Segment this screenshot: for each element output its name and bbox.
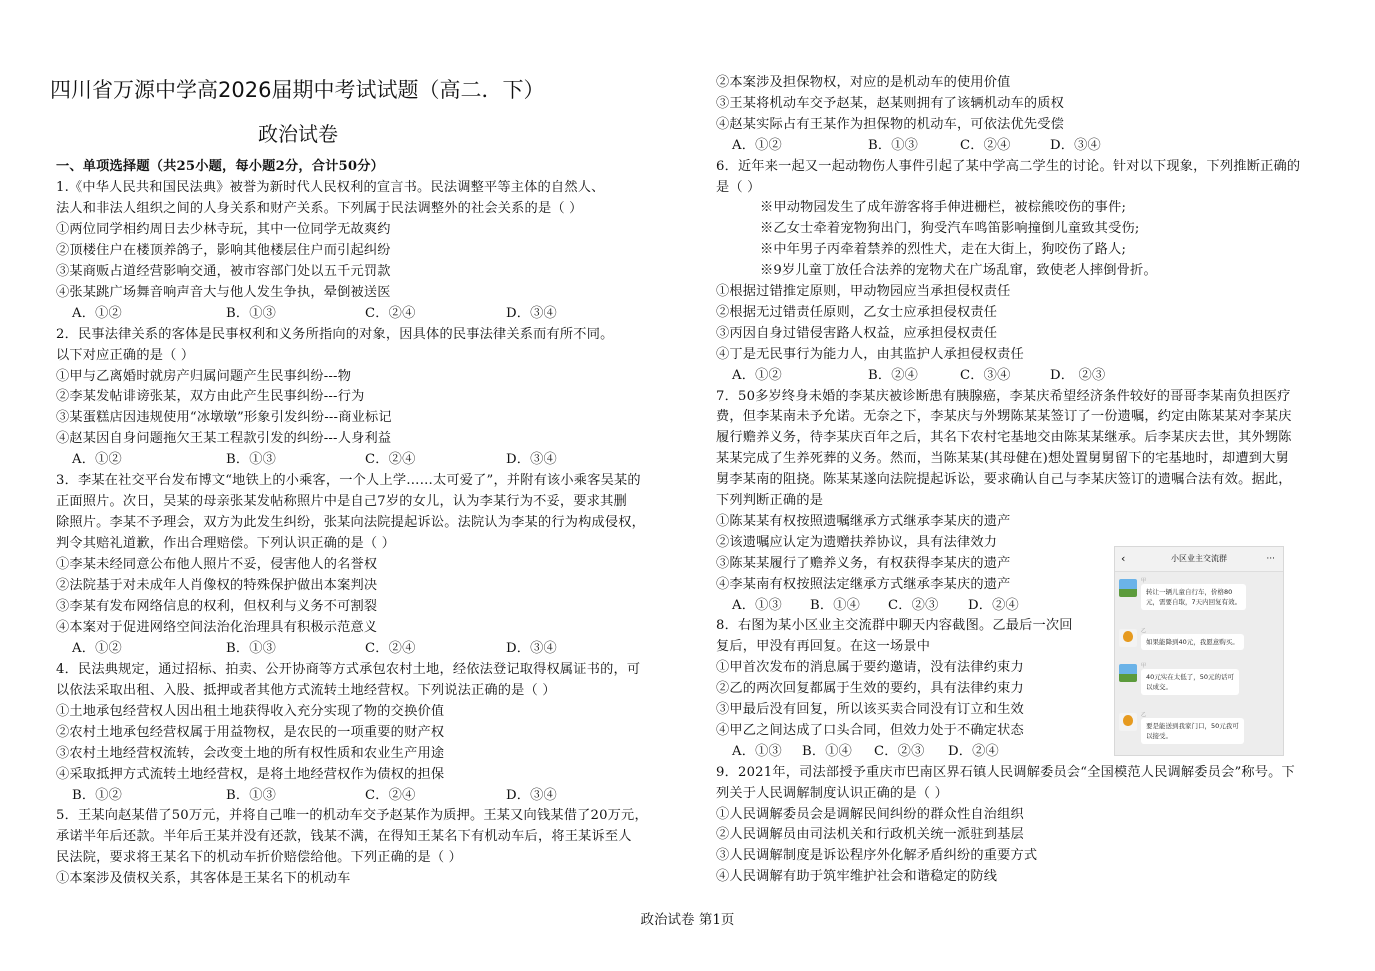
chat-header bbox=[1115, 547, 1283, 572]
message-line: 40元实在太低了，50元的话可 bbox=[1146, 673, 1235, 681]
balloon-icon bbox=[1123, 715, 1133, 726]
text-line: ③某商贩占道经营影响交通，被市容部门处以五千元罚款 bbox=[56, 263, 391, 279]
back-icon: ‹ bbox=[1121, 552, 1126, 565]
avatar bbox=[1119, 579, 1137, 597]
answer-option: D．③④ bbox=[1050, 137, 1101, 153]
answer-option: A．①② bbox=[72, 452, 122, 468]
answer-option: B．①③ bbox=[226, 305, 277, 321]
text-line: 复后，甲没有再回复。在这一场景中 bbox=[716, 639, 931, 655]
answer-option: B．①② bbox=[72, 787, 123, 803]
answer-option: A．①② bbox=[732, 137, 782, 153]
answer-option: C．②④ bbox=[365, 787, 416, 803]
text-line: ③某蛋糕店因违规使用“冰墩墩”形象引发纠纷---商业标记 bbox=[56, 410, 392, 426]
text-line: 正面照片。次日，吴某的母亲张某发帖称照片中是自己7岁的女儿，认为李某行为不妥，要求其删 bbox=[56, 494, 627, 510]
message-bubble bbox=[1141, 718, 1244, 744]
text-line: ②法院基于对未成年人肖像权的特殊保护做出本案判决 bbox=[56, 578, 378, 593]
chat-title: 小区业主交流群 bbox=[1171, 554, 1227, 563]
text-line: 除照片。李某不予理会，双方为此发生纠纷，张某向法院提起诉讼。法院认为李某的行为构成侵权， bbox=[56, 515, 646, 531]
text-line: ①李某未经同意公布他人照片不妥，侵害他人的名誉权 bbox=[56, 557, 378, 573]
answer-option: A．①② bbox=[72, 640, 122, 656]
question-text: 9．2021年，司法部授予重庆市巴南区界石镇人民调解委员会“全国模范人民调解委员会”称号。下 bbox=[716, 764, 1295, 780]
text-line: ※甲动物园发生了成年游客将手伸进栅栏，被棕熊咬伤的事件; bbox=[760, 200, 1127, 216]
answer-option: B．①④ bbox=[810, 597, 861, 613]
question-text: 5．王某向赵某借了50万元，并将自己唯一的机动车交予赵某作为质押。王某又向钱某借了20万元， bbox=[56, 808, 648, 824]
answer-option: B．①③ bbox=[226, 452, 277, 468]
text-line: ※中年男子丙牵着禁养的烈性犬，走在大街上，狗咬伤了路人; bbox=[760, 242, 1127, 258]
answer-option: C．②④ bbox=[365, 305, 416, 321]
text-line: ④赵某因自身问题拖欠王某工程款引发的纠纷---人身利益 bbox=[56, 431, 392, 447]
text-line: ②农村土地承包经营权属于用益物权，是农民的一项重要的财产权 bbox=[56, 724, 445, 740]
exam-title: 四川省万源中学高2026届期中考试试题（高二．下） bbox=[50, 78, 545, 102]
answer-option: C．②③ bbox=[874, 743, 925, 759]
text-line: ④人民调解有助于筑牢维护社会和谐稳定的防线 bbox=[716, 869, 998, 885]
text-line: ※9岁儿童丁放任合法养的宠物犬在广场乱窜，致使老人摔倒骨折。 bbox=[760, 263, 1157, 279]
text-line: 履行赡养义务，待李某庆百年之后，其名下农村宅基地交由陈某某继承。后李某庆去世，其外甥陈 bbox=[716, 430, 1292, 446]
text-line: ④赵某实际占有王某作为担保物的机动车，可依法优先受偿 bbox=[716, 116, 1065, 132]
question-text: 6．近年来一起又一起动物伤人事件引起了某中学高二学生的讨论。针对以下现象，下列推断正确的 bbox=[716, 158, 1301, 174]
answer-option: C．②④ bbox=[960, 137, 1011, 153]
text-line: ④李某南有权按照法定继承方式继承李某庆的遗产 bbox=[716, 576, 1011, 592]
message-line: 以接受。 bbox=[1146, 732, 1172, 740]
answer-option: A．①③ bbox=[732, 597, 782, 613]
text-line: ①陈某某有权按照遗嘱继承方式继承李某庆的遗产 bbox=[716, 513, 1011, 529]
text-line: 舅李某南的阻挠。陈某某遂向法院提起诉讼，要求确认自己与李某庆签订的遗嘱合法有效。据此， bbox=[716, 472, 1292, 488]
avatar bbox=[1119, 713, 1137, 731]
text-line: ②李某发帖诽谤张某，双方由此产生民事纠纷---行为 bbox=[56, 389, 365, 405]
text-line: ③李某有发布网络信息的权利，但权利与义务不可割裂 bbox=[56, 598, 378, 614]
answer-option: C．②③ bbox=[888, 597, 939, 613]
question-text: 7．50多岁终身未婚的李某庆被诊断患有胰腺癌，李某庆希望经济条件较好的哥哥李某南负担医疗 bbox=[716, 388, 1291, 404]
message-bubble bbox=[1141, 634, 1244, 650]
answer-option: A．①② bbox=[72, 305, 122, 321]
sender-name: 甲 bbox=[1141, 578, 1147, 584]
text-line: 列关于人民调解制度认识正确的是（ ） bbox=[716, 785, 948, 801]
text-line: ④甲乙之间达成了口头合同，但效力处于不确定状态 bbox=[716, 722, 1024, 738]
text-line: ②该遗嘱应认定为遗赠扶养协议，具有法律效力 bbox=[716, 534, 998, 550]
text-line: ④采取抵押方式流转土地经营权，是将土地经营权作为债权的担保 bbox=[56, 766, 445, 782]
answer-option: D．③④ bbox=[506, 452, 557, 468]
text-line: ②根据无过错责任原则，乙女士应承担侵权责任 bbox=[716, 304, 998, 320]
message-line: 如果能降到40元，我愿意购买。 bbox=[1146, 638, 1239, 646]
message-line: 以成交。 bbox=[1146, 683, 1172, 691]
text-line: 民法院，要求将王某名下的机动车折价赔偿给他。下列正确的是（ ） bbox=[56, 850, 463, 866]
message-line: 要是能送到我家门口，50元我可 bbox=[1146, 722, 1239, 730]
answer-option: D．③④ bbox=[506, 787, 557, 803]
text-line: ②乙的两次回复都属于生效的要约，具有法律约束力 bbox=[716, 681, 1024, 697]
text-line: ③陈某某履行了赡养义务，有权获得李某庆的遗产 bbox=[716, 555, 1011, 571]
text-line: ③甲最后没有回复，所以该买卖合同没有订立和生效 bbox=[716, 702, 1024, 717]
text-line: ①甲与乙离婚时就房产归属问题产生民事纠纷---物 bbox=[56, 368, 352, 384]
question-text: 8．右图为某小区业主交流群中聊天内容截图。乙最后一次回 bbox=[716, 618, 1073, 634]
chat-screenshot bbox=[1114, 546, 1284, 756]
text-line: ③王某将机动车交予赵某，赵某则拥有了该辆机动车的质权 bbox=[716, 95, 1065, 111]
question-text: 2．民事法律关系的客体是民事权利和义务所指向的对象，因具体的民事法律关系而有所不同。 bbox=[56, 326, 614, 342]
question-text: 3．李某在社交平台发布博文“地铁上的小乘客，一个人上学……太可爱了”，并附有该小乘客吴某的 bbox=[56, 473, 641, 489]
answer-option: D．②④ bbox=[968, 597, 1019, 613]
balloon-icon bbox=[1123, 631, 1133, 642]
message-bubble bbox=[1141, 669, 1239, 695]
text-line: ④张某跳广场舞音响声音大与他人发生争执，晕倒被送医 bbox=[56, 284, 391, 300]
answer-option: A．①③ bbox=[732, 743, 782, 759]
text-line: 费，但李某南未予允诺。无奈之下，李某庆与外甥陈某某签订了一份遗嘱，约定由陈某某对李某庆 bbox=[716, 409, 1292, 425]
avatar bbox=[1119, 664, 1137, 682]
text-line: 法人和非法人组织之间的人身关系和财产关系。下列属于民法调整外的社会关系的是（ ） bbox=[56, 200, 583, 216]
answer-option: B．①③ bbox=[226, 640, 277, 656]
text-line: ②顶楼住户在楼顶养鸽子，影响其他楼层住户而引起纠纷 bbox=[56, 242, 391, 258]
text-line: 以依法采取出租、入股、抵押或者其他方式流转土地经营权。下列说法正确的是（ ） bbox=[56, 682, 556, 698]
text-line: ①根据过错推定原则，甲动物园应当承担侵权责任 bbox=[716, 284, 1011, 299]
exam-subtitle: 政治试卷 bbox=[258, 122, 338, 146]
answer-option: B．②④ bbox=[868, 367, 919, 383]
more-icon: ··· bbox=[1266, 554, 1275, 564]
text-line: ④丁是无民事行为能力人，由其监护人承担侵权责任 bbox=[716, 346, 1024, 362]
message-line: 转让一辆儿童自行车，价格80 bbox=[1146, 588, 1233, 596]
answer-option: B．①④ bbox=[802, 743, 853, 759]
text-line: 承诺半年后还款。半年后王某并没有还款，钱某不满，在得知王某名下有机动车后，将王某诉至人 bbox=[56, 829, 632, 845]
avatar bbox=[1119, 629, 1137, 647]
text-line: ①甲首次发布的消息属于要约邀请，没有法律约束力 bbox=[716, 660, 1024, 676]
message-bubble bbox=[1141, 584, 1246, 610]
text-line: ①土地承包经营权人因出租土地获得收入充分实现了物的交换价值 bbox=[56, 703, 445, 719]
answer-option: B．①③ bbox=[868, 137, 919, 153]
answer-option: C．②④ bbox=[365, 452, 416, 468]
text-line: ①人民调解委员会是调解民间纠纷的群众性自治组织 bbox=[716, 806, 1024, 822]
text-line: ④本案对于促进网络空间法治化治理具有积极示范意义 bbox=[56, 619, 378, 635]
answer-option: A．①② bbox=[732, 367, 782, 383]
text-line: 判令其赔礼道歉，作出合理赔偿。下列认识正确的是（ ） bbox=[56, 536, 396, 552]
text-line: ※乙女士牵着宠物狗出门，狗受汽车鸣笛影响撞倒儿童致其受伤; bbox=[760, 221, 1140, 237]
text-line: 某某完成了生养死葬的义务。然而，当陈某某(其母健在)想处置舅舅留下的宅基地时，却遭到大舅 bbox=[716, 451, 1289, 467]
answer-option: D．③④ bbox=[506, 305, 557, 321]
text-line: ③农村土地经营权流转，会改变土地的所有权性质和农业生产用途 bbox=[56, 745, 445, 761]
text-line: ②本案涉及担保物权，对应的是机动车的使用价值 bbox=[716, 75, 1011, 90]
section-heading: 一、单项选择题（共25小题，每小题2分，合计50分） bbox=[56, 159, 385, 174]
question-text: 4．民法典规定，通过招标、拍卖、公开协商等方式承包农村土地，经依法登记取得权属证书的，可 bbox=[56, 661, 641, 677]
question-text: 1.《中华人民共和国民法典》被誉为新时代人民权利的宣言书。民法调整平等主体的自然人、 bbox=[56, 179, 605, 195]
text-line: 以下对应正确的是（ ） bbox=[56, 347, 195, 363]
text-line: ③丙因自身过错侵害路人权益，应承担侵权责任 bbox=[716, 325, 998, 341]
sender-name: 乙 bbox=[1141, 712, 1147, 718]
sender-name: 甲 bbox=[1141, 663, 1147, 669]
page-footer: 政治试卷 第1页 bbox=[640, 912, 735, 928]
sender-name: 乙 bbox=[1141, 628, 1147, 634]
message-line: 元，需要自取，7天内回复有效。 bbox=[1146, 598, 1242, 606]
answer-option: B．①③ bbox=[226, 787, 277, 803]
answer-option: D．②④ bbox=[948, 743, 999, 759]
answer-option: D．③④ bbox=[506, 640, 557, 656]
text-line: ①本案涉及债权关系，其客体是王某名下的机动车 bbox=[56, 871, 351, 887]
text-line: 下列判断正确的是 bbox=[716, 493, 824, 508]
answer-option: C．③④ bbox=[960, 367, 1011, 383]
text-line: ③人民调解制度是诉讼程序外化解矛盾纠纷的重要方式 bbox=[716, 848, 1038, 864]
text-line: ②人民调解员由司法机关和行政机关统一派驻到基层 bbox=[716, 827, 1024, 843]
text-line: 是（ ） bbox=[716, 179, 761, 195]
answer-option: C．②④ bbox=[365, 640, 416, 656]
text-line: ①两位同学相约周日去少林寺玩，其中一位同学无故爽约 bbox=[56, 221, 391, 237]
answer-option: D． ②③ bbox=[1050, 367, 1106, 383]
